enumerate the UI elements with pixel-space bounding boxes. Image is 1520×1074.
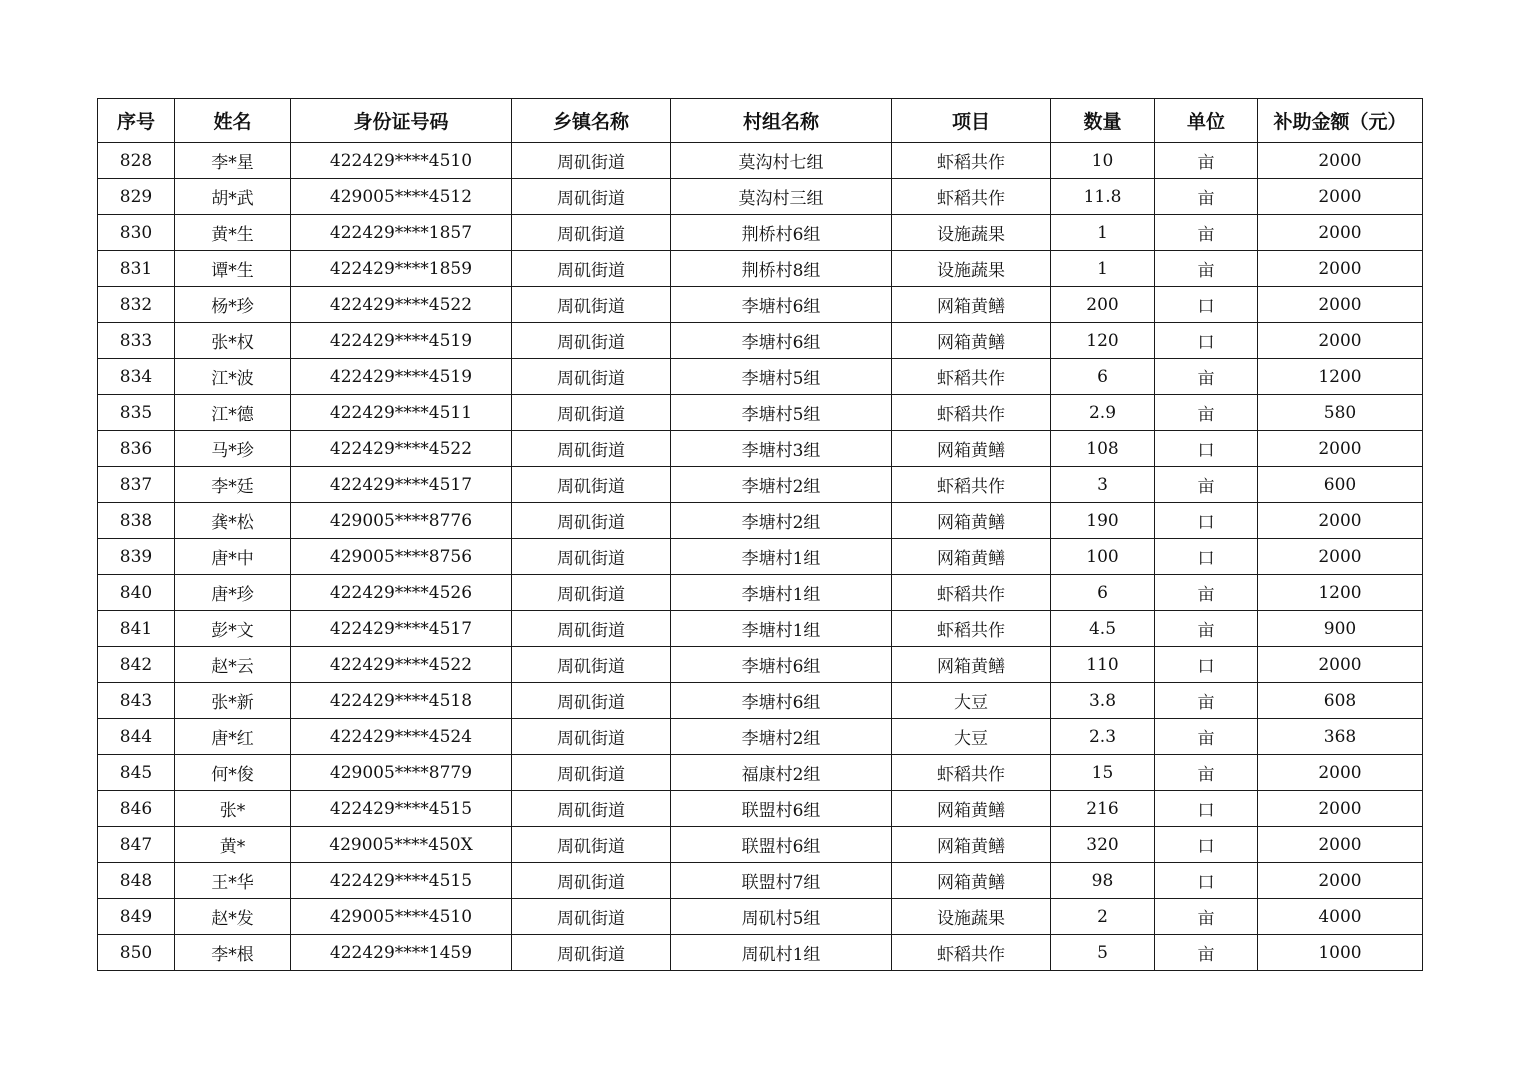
table-row (98, 143, 1423, 179)
table-row (98, 179, 1423, 215)
cell-subsidy-amount: 2000 (1258, 251, 1423, 287)
cell-township: 周矶街道 (512, 683, 671, 719)
cell-id-number: 422429****4517 (291, 467, 512, 503)
cell-id-number: 422429****4515 (291, 863, 512, 899)
cell-township: 周矶街道 (512, 431, 671, 467)
cell-unit: 亩 (1155, 899, 1258, 935)
cell-village-group: 李塘村1组 (671, 539, 892, 575)
cell-id-number: 422429****1857 (291, 215, 512, 251)
cell-subsidy-amount: 1000 (1258, 935, 1423, 971)
cell-id-number: 422429****4519 (291, 359, 512, 395)
cell-id-number: 422429****4511 (291, 395, 512, 431)
cell-subsidy-amount: 2000 (1258, 179, 1423, 215)
cell-unit: 口 (1155, 323, 1258, 359)
cell-village-group: 李塘村2组 (671, 719, 892, 755)
cell-village-group: 李塘村5组 (671, 395, 892, 431)
cell-name: 黄* (175, 827, 291, 863)
cell-id-number: 429005****450X (291, 827, 512, 863)
cell-name: 张*新 (175, 683, 291, 719)
cell-unit: 口 (1155, 863, 1258, 899)
cell-village-group: 福康村2组 (671, 755, 892, 791)
cell-name: 唐*中 (175, 539, 291, 575)
cell-serial: 831 (98, 251, 175, 287)
cell-quantity: 120 (1051, 323, 1155, 359)
cell-serial: 846 (98, 791, 175, 827)
table-row (98, 791, 1423, 827)
cell-project: 虾稻共作 (892, 395, 1051, 431)
cell-village-group: 李塘村6组 (671, 287, 892, 323)
cell-subsidy-amount: 2000 (1258, 863, 1423, 899)
cell-subsidy-amount: 2000 (1258, 647, 1423, 683)
cell-unit: 口 (1155, 827, 1258, 863)
cell-serial: 832 (98, 287, 175, 323)
cell-township: 周矶街道 (512, 935, 671, 971)
cell-township: 周矶街道 (512, 143, 671, 179)
cell-township: 周矶街道 (512, 647, 671, 683)
header-id-number: 身份证号码 (291, 99, 512, 143)
cell-id-number: 422429****4522 (291, 287, 512, 323)
cell-subsidy-amount: 2000 (1258, 755, 1423, 791)
cell-township: 周矶街道 (512, 575, 671, 611)
cell-name: 江*德 (175, 395, 291, 431)
cell-id-number: 422429****4522 (291, 431, 512, 467)
cell-quantity: 5 (1051, 935, 1155, 971)
cell-subsidy-amount: 2000 (1258, 791, 1423, 827)
cell-township: 周矶街道 (512, 719, 671, 755)
cell-quantity: 15 (1051, 755, 1155, 791)
cell-township: 周矶街道 (512, 251, 671, 287)
cell-township: 周矶街道 (512, 611, 671, 647)
cell-village-group: 周矶村1组 (671, 935, 892, 971)
table-row (98, 935, 1423, 971)
cell-quantity: 216 (1051, 791, 1155, 827)
cell-quantity: 190 (1051, 503, 1155, 539)
cell-village-group: 周矶村5组 (671, 899, 892, 935)
cell-village-group: 李塘村3组 (671, 431, 892, 467)
table-row (98, 359, 1423, 395)
cell-subsidy-amount: 2000 (1258, 143, 1423, 179)
table-row (98, 863, 1423, 899)
table-row (98, 323, 1423, 359)
cell-name: 唐*红 (175, 719, 291, 755)
cell-village-group: 荆桥村8组 (671, 251, 892, 287)
cell-project: 虾稻共作 (892, 179, 1051, 215)
table-row (98, 251, 1423, 287)
cell-township: 周矶街道 (512, 359, 671, 395)
cell-name: 赵*云 (175, 647, 291, 683)
cell-quantity: 10 (1051, 143, 1155, 179)
header-row (98, 99, 1423, 143)
cell-id-number: 422429****4526 (291, 575, 512, 611)
cell-name: 李*星 (175, 143, 291, 179)
cell-quantity: 3.8 (1051, 683, 1155, 719)
cell-village-group: 李塘村6组 (671, 647, 892, 683)
cell-name: 黄*生 (175, 215, 291, 251)
cell-unit: 口 (1155, 503, 1258, 539)
cell-subsidy-amount: 2000 (1258, 215, 1423, 251)
cell-id-number: 422429****4515 (291, 791, 512, 827)
cell-unit: 口 (1155, 287, 1258, 323)
cell-quantity: 1 (1051, 251, 1155, 287)
table-row (98, 755, 1423, 791)
cell-village-group: 联盟村6组 (671, 791, 892, 827)
cell-quantity: 2 (1051, 899, 1155, 935)
cell-serial: 833 (98, 323, 175, 359)
cell-name: 张*权 (175, 323, 291, 359)
cell-subsidy-amount: 900 (1258, 611, 1423, 647)
cell-serial: 847 (98, 827, 175, 863)
cell-project: 网箱黄鳝 (892, 323, 1051, 359)
cell-name: 李*根 (175, 935, 291, 971)
cell-serial: 841 (98, 611, 175, 647)
table-row (98, 215, 1423, 251)
cell-id-number: 429005****8779 (291, 755, 512, 791)
cell-village-group: 莫沟村七组 (671, 143, 892, 179)
cell-project: 虾稻共作 (892, 359, 1051, 395)
cell-quantity: 3 (1051, 467, 1155, 503)
cell-unit: 亩 (1155, 755, 1258, 791)
cell-township: 周矶街道 (512, 179, 671, 215)
cell-project: 网箱黄鳝 (892, 287, 1051, 323)
cell-township: 周矶街道 (512, 323, 671, 359)
cell-id-number: 422429****4518 (291, 683, 512, 719)
cell-unit: 亩 (1155, 143, 1258, 179)
subsidy-table (97, 98, 1423, 971)
cell-id-number: 422429****4519 (291, 323, 512, 359)
cell-unit: 亩 (1155, 935, 1258, 971)
cell-unit: 亩 (1155, 467, 1258, 503)
cell-id-number: 422429****4517 (291, 611, 512, 647)
cell-quantity: 2.3 (1051, 719, 1155, 755)
cell-id-number: 429005****4510 (291, 899, 512, 935)
cell-unit: 亩 (1155, 575, 1258, 611)
cell-id-number: 422429****4522 (291, 647, 512, 683)
cell-subsidy-amount: 2000 (1258, 287, 1423, 323)
cell-village-group: 李塘村1组 (671, 575, 892, 611)
cell-name: 杨*珍 (175, 287, 291, 323)
table-row (98, 611, 1423, 647)
header-project: 项目 (892, 99, 1051, 143)
cell-name: 李*廷 (175, 467, 291, 503)
cell-unit: 亩 (1155, 683, 1258, 719)
cell-unit: 口 (1155, 539, 1258, 575)
cell-township: 周矶街道 (512, 755, 671, 791)
cell-serial: 838 (98, 503, 175, 539)
cell-township: 周矶街道 (512, 503, 671, 539)
cell-project: 虾稻共作 (892, 575, 1051, 611)
cell-township: 周矶街道 (512, 467, 671, 503)
cell-quantity: 2.9 (1051, 395, 1155, 431)
cell-name: 赵*发 (175, 899, 291, 935)
cell-unit: 亩 (1155, 251, 1258, 287)
cell-quantity: 1 (1051, 215, 1155, 251)
table-row (98, 899, 1423, 935)
subsidy-table-sheet (97, 98, 1422, 971)
cell-project: 网箱黄鳝 (892, 863, 1051, 899)
cell-project: 虾稻共作 (892, 935, 1051, 971)
cell-subsidy-amount: 1200 (1258, 359, 1423, 395)
cell-project: 虾稻共作 (892, 755, 1051, 791)
table-row (98, 539, 1423, 575)
cell-village-group: 李塘村1组 (671, 611, 892, 647)
cell-subsidy-amount: 2000 (1258, 323, 1423, 359)
cell-subsidy-amount: 2000 (1258, 827, 1423, 863)
table-row (98, 647, 1423, 683)
cell-quantity: 6 (1051, 575, 1155, 611)
cell-unit: 亩 (1155, 215, 1258, 251)
cell-name: 龚*松 (175, 503, 291, 539)
cell-id-number: 422429****4524 (291, 719, 512, 755)
cell-project: 设施蔬果 (892, 251, 1051, 287)
cell-quantity: 100 (1051, 539, 1155, 575)
cell-quantity: 108 (1051, 431, 1155, 467)
cell-village-group: 李塘村5组 (671, 359, 892, 395)
cell-subsidy-amount: 2000 (1258, 503, 1423, 539)
header-serial: 序号 (98, 99, 175, 143)
header-village-group: 村组名称 (671, 99, 892, 143)
cell-village-group: 李塘村2组 (671, 467, 892, 503)
header-quantity: 数量 (1051, 99, 1155, 143)
cell-subsidy-amount: 608 (1258, 683, 1423, 719)
cell-project: 大豆 (892, 719, 1051, 755)
cell-project: 虾稻共作 (892, 467, 1051, 503)
cell-id-number: 429005****4512 (291, 179, 512, 215)
cell-id-number: 429005****8776 (291, 503, 512, 539)
cell-name: 江*波 (175, 359, 291, 395)
cell-subsidy-amount: 368 (1258, 719, 1423, 755)
cell-unit: 口 (1155, 791, 1258, 827)
cell-name: 王*华 (175, 863, 291, 899)
cell-township: 周矶街道 (512, 539, 671, 575)
cell-township: 周矶街道 (512, 215, 671, 251)
cell-serial: 840 (98, 575, 175, 611)
header-township: 乡镇名称 (512, 99, 671, 143)
cell-project: 网箱黄鳝 (892, 791, 1051, 827)
cell-serial: 837 (98, 467, 175, 503)
table-row (98, 467, 1423, 503)
cell-unit: 口 (1155, 431, 1258, 467)
cell-village-group: 李塘村6组 (671, 323, 892, 359)
cell-subsidy-amount: 600 (1258, 467, 1423, 503)
table-row (98, 395, 1423, 431)
cell-subsidy-amount: 1200 (1258, 575, 1423, 611)
cell-subsidy-amount: 2000 (1258, 431, 1423, 467)
cell-unit: 口 (1155, 647, 1258, 683)
cell-name: 何*俊 (175, 755, 291, 791)
cell-project: 虾稻共作 (892, 143, 1051, 179)
table-row (98, 683, 1423, 719)
cell-quantity: 200 (1051, 287, 1155, 323)
cell-project: 网箱黄鳝 (892, 827, 1051, 863)
cell-serial: 849 (98, 899, 175, 935)
cell-township: 周矶街道 (512, 287, 671, 323)
cell-project: 虾稻共作 (892, 611, 1051, 647)
cell-name: 谭*生 (175, 251, 291, 287)
cell-township: 周矶街道 (512, 863, 671, 899)
cell-project: 网箱黄鳝 (892, 647, 1051, 683)
cell-quantity: 320 (1051, 827, 1155, 863)
cell-name: 彭*文 (175, 611, 291, 647)
cell-village-group: 荆桥村6组 (671, 215, 892, 251)
cell-project: 网箱黄鳝 (892, 431, 1051, 467)
cell-serial: 836 (98, 431, 175, 467)
cell-unit: 亩 (1155, 359, 1258, 395)
table-row (98, 431, 1423, 467)
cell-serial: 844 (98, 719, 175, 755)
cell-village-group: 李塘村6组 (671, 683, 892, 719)
cell-village-group: 联盟村6组 (671, 827, 892, 863)
cell-serial: 848 (98, 863, 175, 899)
header-subsidy-amount: 补助金额（元） (1258, 99, 1423, 143)
cell-serial: 839 (98, 539, 175, 575)
cell-quantity: 98 (1051, 863, 1155, 899)
cell-unit: 亩 (1155, 179, 1258, 215)
table-body (98, 143, 1423, 971)
cell-township: 周矶街道 (512, 791, 671, 827)
cell-subsidy-amount: 580 (1258, 395, 1423, 431)
table-row (98, 719, 1423, 755)
cell-serial: 830 (98, 215, 175, 251)
cell-project: 网箱黄鳝 (892, 539, 1051, 575)
table-row (98, 827, 1423, 863)
header-unit: 单位 (1155, 99, 1258, 143)
cell-id-number: 429005****8756 (291, 539, 512, 575)
table-row (98, 575, 1423, 611)
cell-project: 设施蔬果 (892, 215, 1051, 251)
cell-id-number: 422429****1459 (291, 935, 512, 971)
header-name: 姓名 (175, 99, 291, 143)
cell-quantity: 110 (1051, 647, 1155, 683)
cell-village-group: 李塘村2组 (671, 503, 892, 539)
cell-subsidy-amount: 2000 (1258, 539, 1423, 575)
cell-unit: 亩 (1155, 719, 1258, 755)
cell-project: 大豆 (892, 683, 1051, 719)
cell-serial: 834 (98, 359, 175, 395)
cell-id-number: 422429****1859 (291, 251, 512, 287)
cell-township: 周矶街道 (512, 395, 671, 431)
cell-project: 网箱黄鳝 (892, 503, 1051, 539)
cell-serial: 828 (98, 143, 175, 179)
cell-serial: 829 (98, 179, 175, 215)
cell-serial: 835 (98, 395, 175, 431)
cell-project: 设施蔬果 (892, 899, 1051, 935)
cell-name: 张* (175, 791, 291, 827)
cell-quantity: 11.8 (1051, 179, 1155, 215)
cell-village-group: 莫沟村三组 (671, 179, 892, 215)
cell-township: 周矶街道 (512, 827, 671, 863)
table-row (98, 287, 1423, 323)
cell-serial: 845 (98, 755, 175, 791)
cell-unit: 亩 (1155, 611, 1258, 647)
cell-id-number: 422429****4510 (291, 143, 512, 179)
cell-unit: 亩 (1155, 395, 1258, 431)
cell-serial: 843 (98, 683, 175, 719)
cell-quantity: 6 (1051, 359, 1155, 395)
cell-quantity: 4.5 (1051, 611, 1155, 647)
cell-serial: 850 (98, 935, 175, 971)
cell-name: 唐*珍 (175, 575, 291, 611)
cell-name: 胡*武 (175, 179, 291, 215)
cell-serial: 842 (98, 647, 175, 683)
cell-name: 马*珍 (175, 431, 291, 467)
cell-village-group: 联盟村7组 (671, 863, 892, 899)
table-row (98, 503, 1423, 539)
cell-subsidy-amount: 4000 (1258, 899, 1423, 935)
cell-township: 周矶街道 (512, 899, 671, 935)
